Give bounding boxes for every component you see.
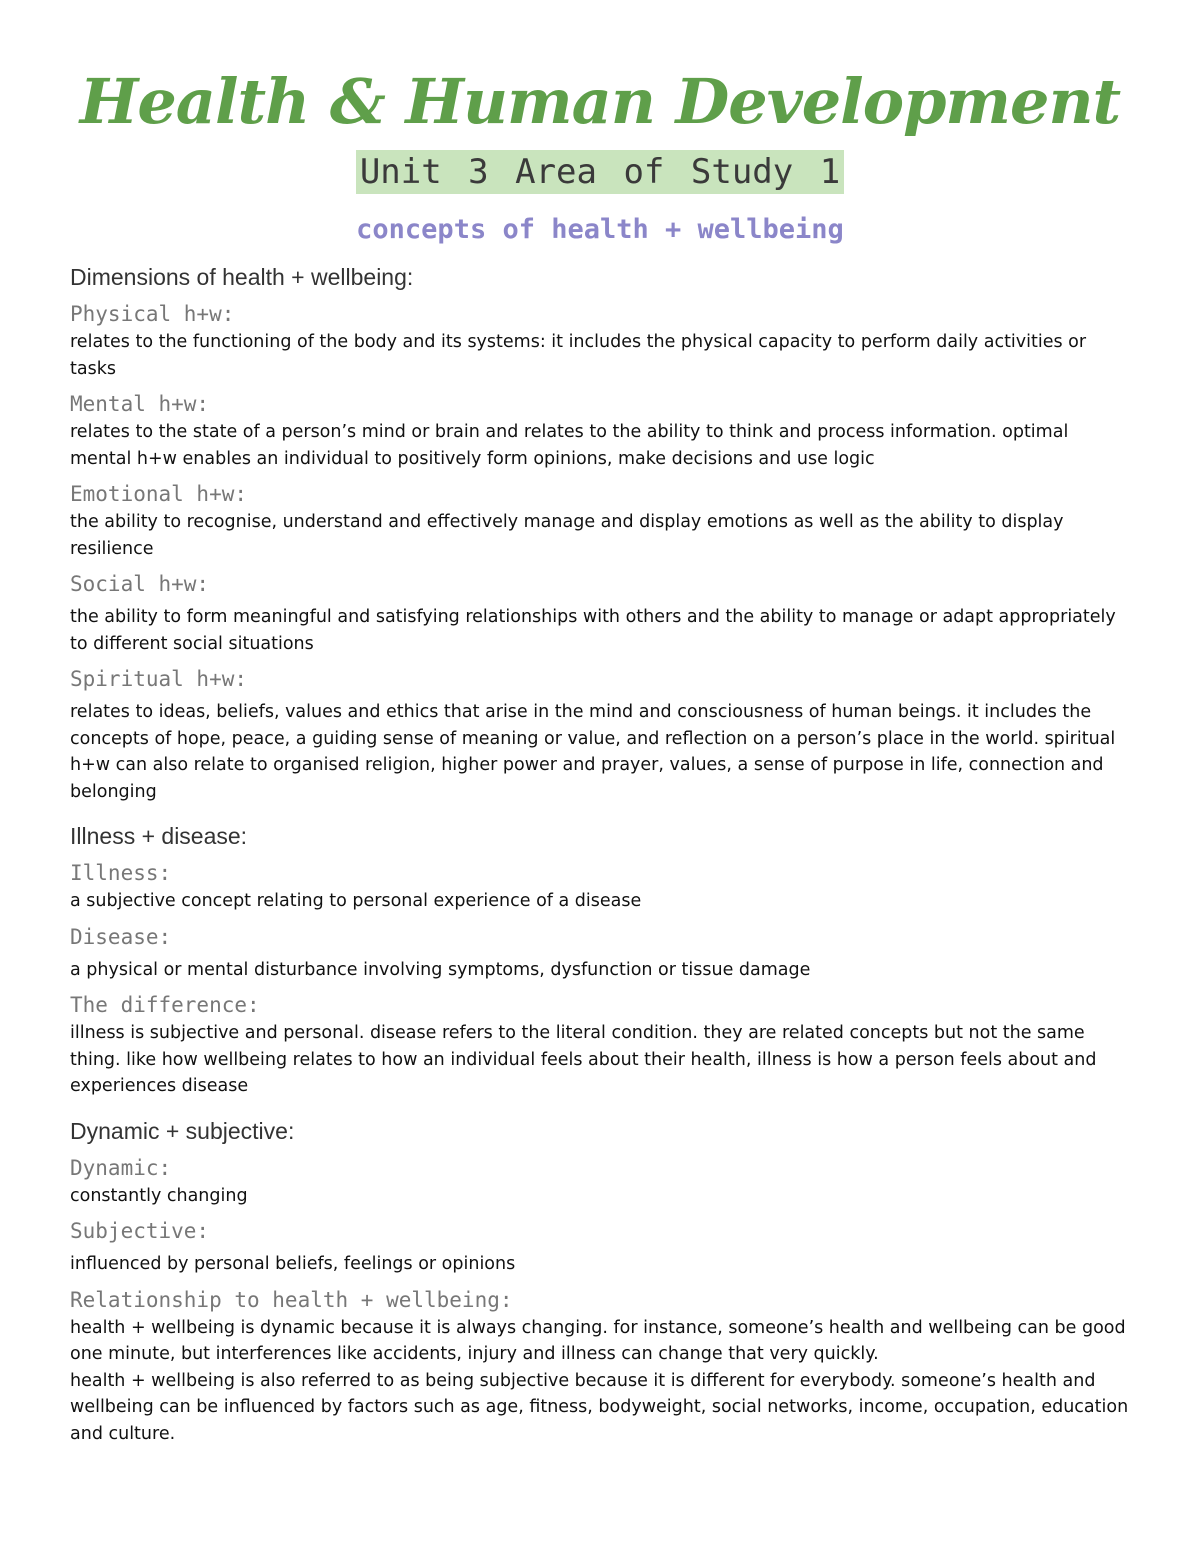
term-heading: Physical h+w:	[70, 302, 235, 326]
term-definition: relates to the functioning of the body and its systems: it includes the physical capacity to perform daily activities or tasks	[70, 332, 1087, 379]
term-definition: health + wellbeing is dynamic because it is always changing. for instance, someone’s health and wellbeing can be good one minute, but interferences like accidents, injury and illness can change that very quickly.	[70, 1317, 1126, 1364]
term-heading: The difference:	[70, 993, 260, 1017]
term-definition: the ability to form meaningful and satisfying relationships with others and the ability to manage or adapt appropriately to different social situations	[70, 607, 1116, 654]
document-subtitle: concepts of health + wellbeing	[356, 214, 844, 245]
document-body	[70, 258, 1132, 1447]
term-heading: Dynamic:	[70, 1155, 172, 1180]
term-heading: Relationship to health + wellbeing:	[70, 1287, 513, 1312]
section-heading: Dimensions of health + wellbeing:	[70, 264, 414, 290]
term-definition: relates to ideas, beliefs, values and ethics that arise in the mind and consciousness of human beings. it includes the concepts of hope, peace, a guiding sense of meaning or value, and reflection on a person’s place in the world. spiritual h+w can also relate to organised religion, higher power and prayer, values, a sense of purpose in life, connection and belonging	[70, 702, 1116, 802]
unit-heading-wrap	[0, 150, 1200, 194]
term-definition: a subjective concept relating to personal experience of a disease	[70, 891, 642, 911]
section-dimensions	[70, 258, 1132, 805]
section-heading: Dynamic + subjective:	[70, 1117, 295, 1144]
unit-heading: Unit 3 Area of Study 1	[356, 150, 844, 194]
term-definition: illness is subjective and personal. disease refers to the literal condition. they are related concepts but not the same thing. like how wellbeing relates to how an individual feels about their health, illness is how a person feels about and experiences disease	[70, 1023, 1097, 1096]
term-heading: Illness:	[70, 861, 172, 885]
term-definition: constantly changing	[70, 1185, 248, 1206]
document-title: Health & Human Development	[79, 65, 1121, 138]
term-heading: Spiritual h+w:	[70, 667, 248, 691]
term-heading: Disease:	[70, 924, 172, 949]
term-heading: Social h+w:	[70, 572, 210, 596]
term-definition-continued: health + wellbeing is also referred to as being subjective because it is different for everybody. someone’s health and wellbeing can be influenced by factors such as age, fitness, bodyweight, social networks, income, occupation, education and culture.	[70, 1370, 1129, 1444]
term-definition: influenced by personal beliefs, feelings or opinions	[70, 1254, 516, 1274]
section-heading: Illness + disease:	[70, 823, 248, 849]
term-definition: the ability to recognise, understand and effectively manage and display emotions as well as the ability to display resilience	[70, 512, 1064, 559]
term-definition: relates to the state of a person’s mind or brain and relates to the ability to think and process information. optimal mental h+w enables an individual to positively form opinions, make decisions and use logic	[70, 422, 1069, 469]
term-definition: a physical or mental disturbance involving symptoms, dysfunction or tissue damage	[70, 959, 811, 980]
term-heading: Mental h+w:	[70, 392, 210, 416]
section-dynamic-subjective	[70, 1112, 1132, 1448]
term-heading: Subjective:	[70, 1219, 210, 1243]
section-illness-disease	[70, 817, 1132, 1100]
term-heading: Emotional h+w:	[70, 482, 248, 506]
